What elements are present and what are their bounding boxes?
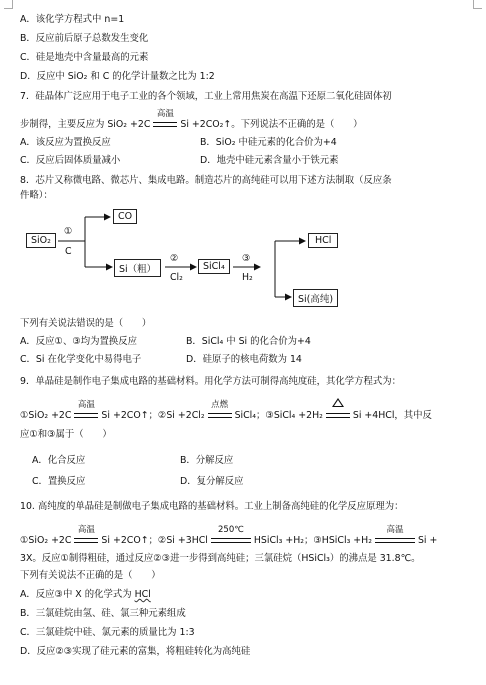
q10-option-b: B．三氯硅烷由氢、硅、氯三种元素组成 — [20, 608, 186, 619]
q10-option-a-text: A．反应③中 X 的化学式为 — [20, 589, 135, 600]
flow-reagent-c: C — [65, 246, 72, 257]
q10-eq3-left: HSiCl₃ +H₂；③HSiCl₃ +H₂ — [253, 535, 372, 546]
q8-option-b: B．SiCl₄ 中 Si 的化合价为+4 — [186, 336, 311, 347]
q8-option-c: C．Si 在化学变化中易得电子 — [20, 354, 142, 365]
heat-triangle-icon — [332, 398, 344, 410]
q10-option-d: D．反应②③实现了硅元素的富集，将粗硅转化为高纯硅 — [20, 646, 251, 657]
q9-eq1-sign — [74, 400, 98, 422]
q10-eq3-right: Si + — [417, 535, 438, 546]
q6-option-c: C．硅是地壳中含量最高的元素 — [20, 52, 149, 63]
flow-node-co: CO — [113, 209, 137, 224]
flow-node-hcl: HCl — [308, 233, 338, 248]
q10-eq2-condition: 250℃ — [218, 525, 244, 535]
q7-eq-right: Si +2CO₂↑。下列说法不正确的是（ ） — [180, 119, 363, 130]
q7-option-b: B．SiO₂ 中硅元素的化合价为+4 — [200, 137, 337, 148]
q10-eq2-left: Si +2CO↑；②Si +3HCl — [101, 535, 208, 546]
q9-eq3-sign — [326, 410, 350, 422]
q7-option-d: D．地壳中硅元素含量小于铁元素 — [200, 155, 339, 166]
flow-reagent-cl2: Cl₂ — [170, 272, 183, 283]
flow-node-si-crude: Si（粗） — [114, 259, 161, 277]
q8-stem-line2: 件略）： — [20, 190, 53, 201]
q7-option-c: C．反应后固体质量减小 — [20, 155, 121, 166]
flow-node-sio2: SiO₂ — [26, 233, 56, 248]
q7-option-a: A．该反应为置换反应 — [20, 137, 111, 148]
q10-option-a-formula: HCl — [134, 589, 151, 600]
flow-node-si-pure: Si(高纯) — [293, 289, 338, 307]
q8-option-a: A．反应①、③均为置换反应 — [20, 336, 137, 347]
flow-step-2: ② — [170, 253, 179, 264]
q6-option-a: A．该化学方程式中 n=1 — [20, 14, 125, 25]
q9-option-d: D．复分解反应 — [180, 476, 244, 487]
q7-stem-line1: 7．硅晶体广泛应用于电子工业的各个领域，工业上常用焦炭在高温下还原二氧化硅固体初 — [20, 91, 392, 102]
q6-option-d: D．反应中 SiO₂ 和 C 的化学计量数之比为 1:2 — [20, 71, 215, 82]
q10-eq1-left: ①SiO₂ +2C — [20, 535, 72, 546]
q9-equations — [20, 400, 432, 422]
q10-option-a — [20, 589, 151, 601]
flow-node-sicl4: SiCl₄ — [198, 259, 230, 274]
q9-eq2-sign — [208, 400, 232, 422]
q7-eq-condition: 高温 — [156, 109, 174, 119]
q10-eq2-sign — [211, 525, 251, 547]
q8-ask: 下列有关说法错误的是（ ） — [20, 318, 152, 329]
q6-option-b: B．反应前后原子总数发生变化 — [20, 33, 149, 44]
flow-step-3: ③ — [242, 253, 251, 264]
q9-ask: 应①和③属于（ ） — [20, 429, 112, 440]
q8-stem-line1: 8．芯片又称微电路、微芯片、集成电路。制造芯片的高纯硅可以用下述方法制取（反应条 — [20, 175, 392, 186]
q9-eq1-condition: 高温 — [77, 400, 95, 410]
q9-option-c: C．置换反应 — [32, 476, 86, 487]
q9-eq3-right: Si +4HCl，其中反 — [352, 410, 432, 421]
q10-option-c: C．三氯硅烷中硅、氯元素的质量比为 1:3 — [20, 627, 195, 638]
flow-step-1: ① — [64, 226, 73, 237]
q9-option-a: A．化合反应 — [32, 455, 86, 466]
q10-eq3-condition: 高温 — [386, 525, 404, 535]
q10-equations — [20, 525, 438, 547]
q10-eq3-sign — [375, 525, 415, 547]
q9-option-b: B．分解反应 — [180, 455, 234, 466]
q10-eq1-sign — [74, 525, 98, 547]
q10-ask: 下列有关说法不正确的是（ ） — [20, 570, 161, 581]
q9-eq2-left: Si +2CO↑；②Si +2Cl₂ — [101, 410, 205, 421]
q10-eq1-condition: 高温 — [77, 525, 95, 535]
q8-option-d: D．硅原子的核电荷数为 14 — [186, 354, 302, 365]
q10-line2: 3X。反应①制得粗硅，通过反应②③进一步得到高纯硅；三氯硅烷（HSiCl₃）的沸点是 31.8℃。 — [20, 553, 421, 564]
q10-stem: 10. 高纯度的单晶硅是制做电子集成电路的基础材料。工业上制备高纯硅的化学反应原理为： — [20, 501, 404, 512]
flow-reagent-h2: H₂ — [242, 272, 253, 283]
q9-eq3-left: SiCl₄；③SiCl₄ +2H₂ — [234, 410, 323, 421]
q9-eq1-left: ①SiO₂ +2C — [20, 410, 72, 421]
q9-eq2-condition: 点燃 — [211, 400, 229, 410]
q7-eq-left: 步制得，主要反应为 SiO₂ +2C — [20, 119, 151, 130]
q9-stem: 9．单晶硅是制作电子集成电路的基础材料。用化学方法可制得高纯度硅，其化学方程式为： — [20, 376, 401, 387]
